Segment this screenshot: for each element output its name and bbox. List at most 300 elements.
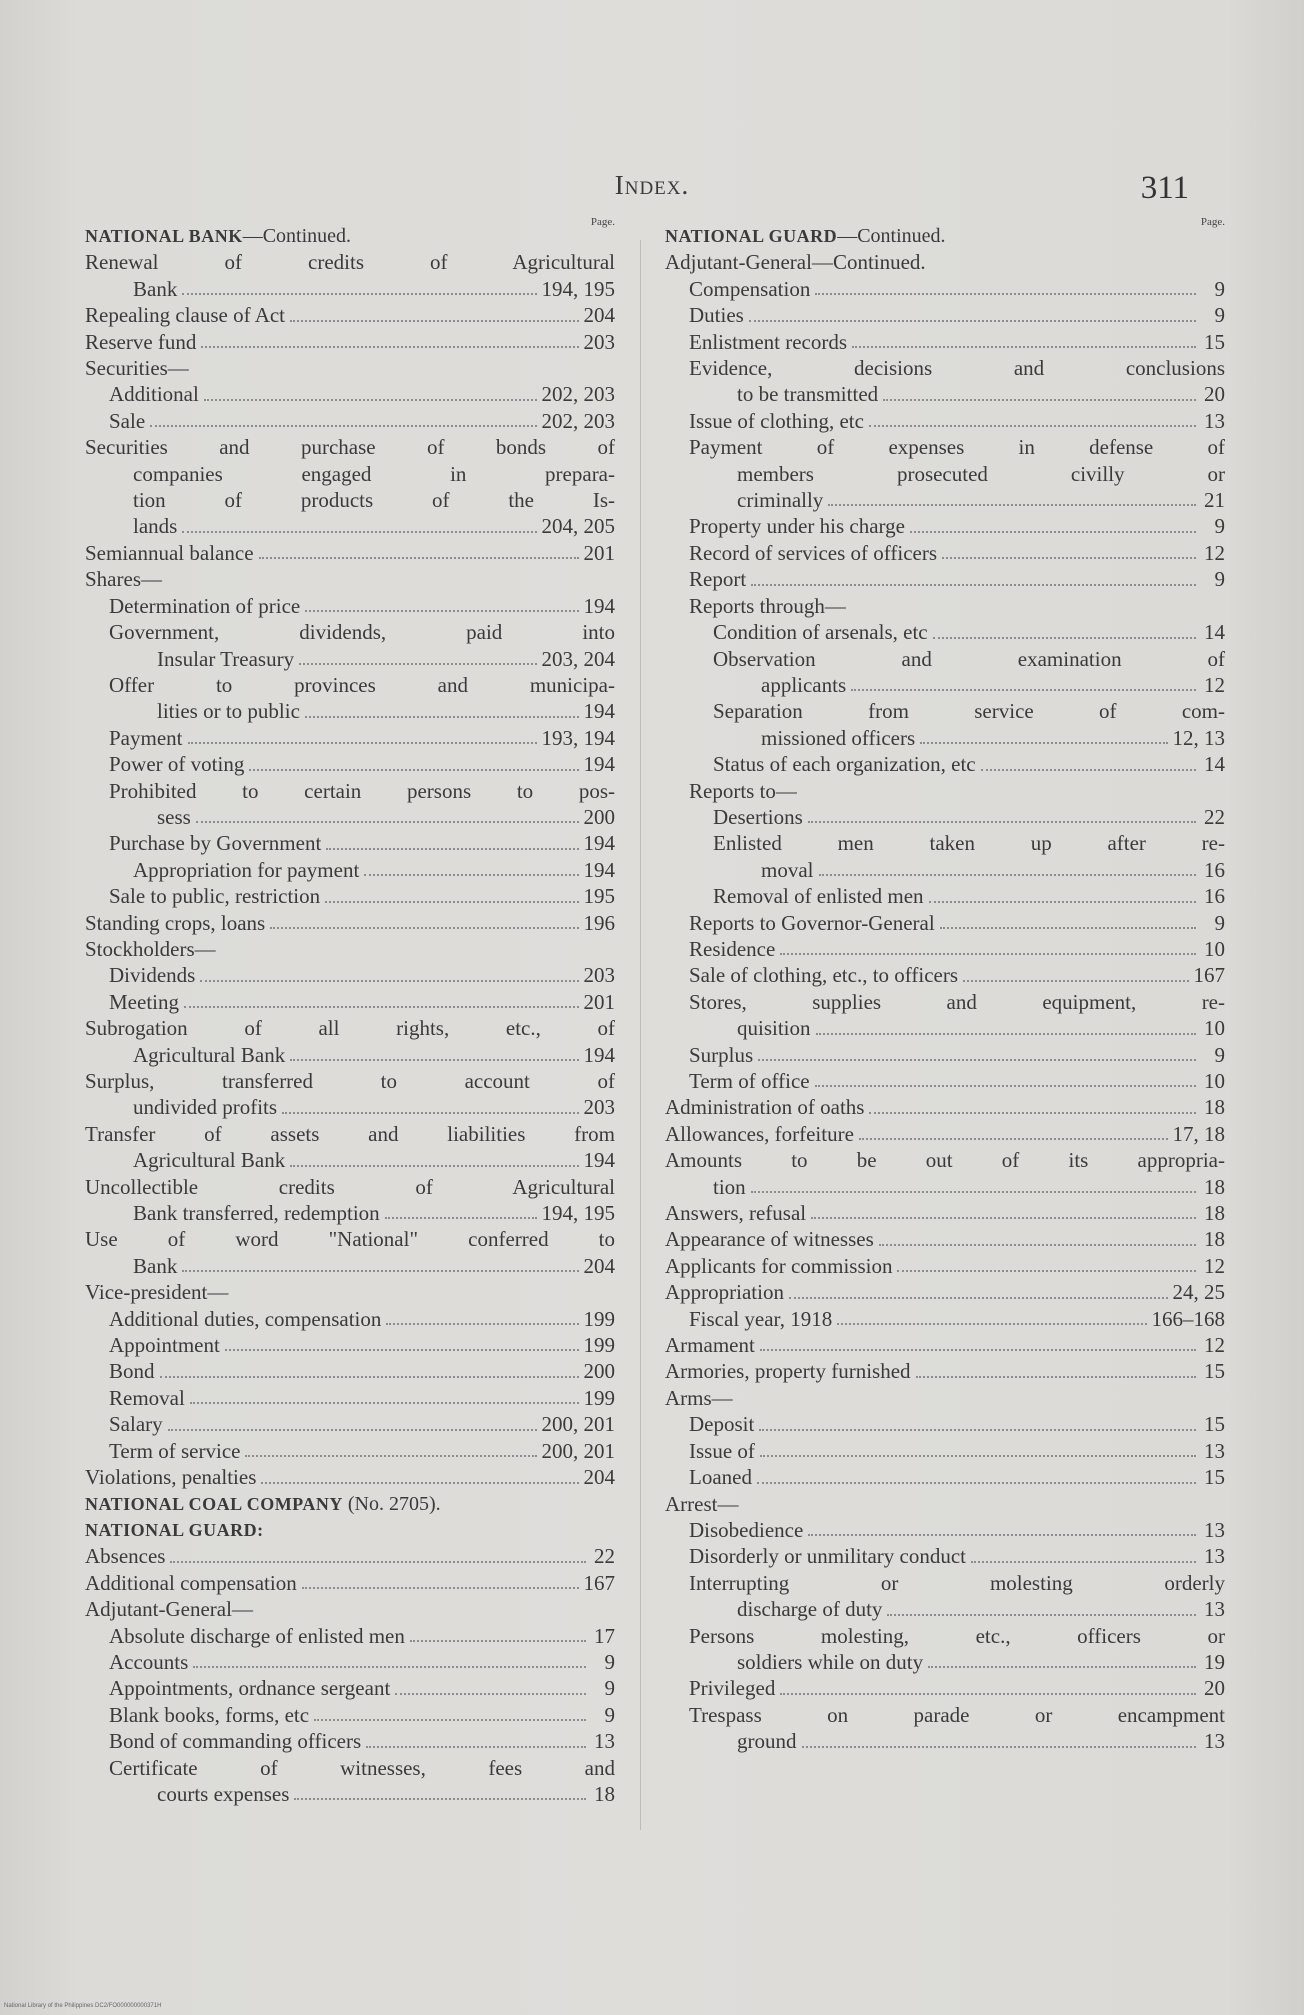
index-entry-line [85,619,615,645]
page-ref: 24, 25 [1172,1280,1225,1305]
entry-text: Violations, penalties [85,1465,257,1490]
entry-text: Reports to— [689,778,797,803]
page-ref: 194 [583,857,615,882]
entry-text: Privileged [689,1676,776,1701]
index-entry [85,1755,615,1808]
entry-text: Armament [665,1333,755,1358]
entry-text: Absences [85,1544,166,1569]
index-entry-line [665,1094,1225,1120]
dot-leader [819,874,1197,876]
index-entry [665,1385,1225,1411]
page-ref: 13 [1204,1517,1225,1542]
index-column-right [665,216,1225,1755]
entry-text: Armories, property furnished [665,1359,911,1384]
dot-leader [920,742,1167,744]
index-entry-line [665,1068,1225,1094]
index-entry-line [85,751,615,777]
index-entry-line [665,1411,1225,1437]
entry-text: Separation from service of com- [713,699,1225,724]
page-ref: 200, 201 [541,1438,615,1463]
index-entry [665,1702,1225,1755]
index-entry-line [665,910,1225,936]
page-header-title: Index. [614,170,690,200]
index-entry-line [665,1121,1225,1147]
dot-leader [916,1376,1196,1378]
dot-leader [325,901,578,903]
dot-leader [314,1719,586,1721]
entry-text: Agricultural Bank [133,1042,286,1067]
dot-leader [851,689,1196,691]
dot-leader [808,1534,1196,1536]
dot-leader [200,980,578,982]
entry-text: Arms— [665,1385,733,1410]
page-ref: 13 [1204,408,1225,433]
index-entry [665,962,1225,988]
index-entry-line [665,355,1225,381]
page-ref: 199 [583,1333,615,1358]
entry-text: Bond [109,1359,155,1384]
index-entry [665,1675,1225,1701]
index-entry-line [665,1042,1225,1068]
index-entry [85,936,615,962]
dot-leader [182,531,536,533]
index-entry-line [665,1438,1225,1464]
index-entry-line [665,1596,1225,1622]
entry-text: applicants [761,672,847,697]
page-ref: 194, 195 [541,1201,615,1226]
heading-continuation: —Continued. [837,225,946,247]
index-heading [665,223,1225,249]
entry-text: Observation and examination of [713,646,1225,671]
entry-text: Term of office [689,1069,810,1093]
index-entry-line [85,329,615,355]
index-entry-line [85,1147,615,1173]
dot-leader [802,1746,1197,1748]
dot-leader [837,1323,1146,1325]
entry-text: to be transmitted [737,382,879,407]
index-entry [665,698,1225,751]
page-ref: 193, 194 [541,725,615,750]
index-entry-line [85,434,615,460]
dot-leader [184,1006,579,1008]
entry-text: Offer to provinces and municipa- [109,672,615,697]
index-entry-line [85,355,615,381]
dot-leader [811,1217,1196,1219]
entry-text: soldiers while on duty [737,1649,924,1674]
dot-leader [225,1349,579,1351]
index-entry-line [85,962,615,988]
page-ref: 12 [1204,1333,1225,1358]
index-entry [665,1279,1225,1305]
dot-leader [190,1402,579,1404]
index-entry [665,1411,1225,1437]
dot-leader [940,927,1196,929]
page-ref: 194, 195 [541,276,615,301]
dot-leader [261,1482,578,1484]
index-entry-line [665,461,1225,487]
page-ref: 200, 201 [541,1412,615,1437]
index-entry-line [85,1781,615,1807]
index-entry [85,910,615,936]
page-ref: 9 [604,1676,615,1701]
page-ref: 9 [1214,1042,1225,1067]
index-entry-line [665,857,1225,883]
index-entry-line [665,1306,1225,1332]
entry-text: discharge of duty [737,1597,883,1622]
entry-text: Enlistment records [689,329,848,354]
dot-leader [751,1191,1196,1193]
entry-text: Duties [689,303,744,328]
index-entry [85,249,615,302]
entry-text: Interrupting or molesting orderly [689,1570,1225,1595]
index-entry [85,857,615,883]
index-entry-line [85,883,615,909]
index-entry-line [665,646,1225,672]
dot-leader [245,1455,536,1457]
entry-text: tion [713,1174,746,1199]
index-entry-line [665,1332,1225,1358]
index-column-left [85,216,615,1807]
index-entry [85,1649,615,1675]
page-ref: 16 [1204,884,1225,909]
index-entry-line [85,1438,615,1464]
page-ref: 194 [583,831,615,856]
dot-leader [290,320,578,322]
index-entry [85,1121,615,1174]
page-ref: 13 [1204,1597,1225,1622]
index-entry-line [85,1332,615,1358]
index-entry-line [665,1464,1225,1490]
dot-leader [249,769,578,771]
dot-leader [751,584,1196,586]
index-entry [665,1121,1225,1147]
entry-text: Bank [133,1253,178,1278]
dot-leader [196,821,579,823]
index-entry-line [665,434,1225,460]
page-ref: 15 [1204,1359,1225,1384]
dot-leader [981,769,1196,771]
entry-text: lands [133,514,178,539]
index-entry [665,276,1225,302]
index-entry-line [85,1411,615,1437]
dot-leader [160,1376,579,1378]
index-entry [665,1200,1225,1226]
dot-leader [270,927,578,929]
index-entry-line [85,1623,615,1649]
entry-text: Repealing clause of Act [85,303,286,328]
index-entry [665,355,1225,408]
dot-leader [395,1693,586,1695]
index-entry [85,962,615,988]
dot-leader [364,874,578,876]
entry-text: Reserve fund [85,329,197,354]
index-entry-line [85,1015,615,1041]
index-entry-line [85,249,615,275]
dot-leader [386,1323,578,1325]
index-entry-line [85,566,615,592]
index-entry [665,619,1225,645]
dot-leader [385,1217,537,1219]
entry-text: Agricultural Bank [133,1148,286,1173]
page-ref: 9 [1214,910,1225,935]
entry-text: Uncollectible credits of Agricultural [85,1174,615,1199]
index-entry [85,672,615,725]
index-entry [665,1042,1225,1068]
index-heading [85,1491,615,1517]
index-entry [85,540,615,566]
index-entry-line [665,329,1225,355]
page-ref: 10 [1204,1069,1225,1093]
index-entry [85,1279,615,1305]
page-number: 311 [1140,170,1189,206]
page-ref: 202, 203 [541,408,615,433]
index-entry-line [85,1094,615,1120]
page-ref: 18 [1204,1227,1225,1252]
dot-leader [815,1085,1196,1087]
entry-text: Blank books, forms, etc [109,1702,310,1727]
index-entry-line [85,408,615,434]
index-entry-line [665,778,1225,804]
entry-text: Determination of price [109,593,301,618]
page-ref: 203 [583,329,615,354]
page-ref: 201 [583,989,615,1014]
page-ref: 10 [1204,936,1225,961]
heading-continuation: —Continued. [242,225,352,247]
index-entry-line [665,1200,1225,1226]
dot-leader [780,1693,1196,1695]
index-entry [665,646,1225,699]
index-entry-line [665,936,1225,962]
entry-text: Arrest— [665,1491,739,1516]
page-ref: 20 [1204,1676,1225,1701]
page-ref: 15 [1204,1465,1225,1490]
page-ref: 14 [1204,752,1225,777]
page-ref: 204, 205 [541,514,615,539]
index-entry [665,1147,1225,1200]
entry-text: Payment [109,725,183,750]
page-ref: 9 [1214,567,1225,592]
index-entry-line [665,408,1225,434]
dot-leader [201,346,578,348]
dot-leader [259,557,579,559]
index-entry [85,302,615,328]
index-entry-line [85,593,615,619]
entry-text: Issue of [689,1438,755,1463]
index-entry-line [85,1042,615,1068]
dot-leader [897,1270,1196,1272]
index-entry [85,1543,615,1569]
entry-text: Surplus, transferred to account of [85,1069,615,1093]
index-entry-line [665,302,1225,328]
index-entry [665,513,1225,539]
index-entry [85,1385,615,1411]
index-entry-line [85,1253,615,1279]
dot-leader [758,1059,1196,1061]
index-entry [665,883,1225,909]
index-entry [665,1094,1225,1120]
page-ref: 194 [583,1042,615,1067]
dot-leader [887,1614,1196,1616]
entry-text: moval [761,857,814,882]
page-ref: 203, 204 [541,646,615,671]
dot-leader [933,637,1196,639]
entry-text: Amounts to be out of its appropria- [665,1148,1225,1173]
entry-text: Disobedience [689,1517,804,1542]
page-ref: 9 [1214,514,1225,539]
page-ref: 167 [583,1570,615,1595]
entry-text: Sale of clothing, etc., to officers [689,963,959,988]
entry-text: Bank transferred, redemption [133,1201,380,1226]
entry-text: Compensation [689,276,811,301]
index-entry-line [665,1675,1225,1701]
entry-text: Insular Treasury [157,646,295,671]
dot-leader [859,1138,1168,1140]
dot-leader [869,425,1196,427]
page-ref: 203 [583,1095,615,1120]
entry-text: Enlisted men taken up after re- [713,831,1225,856]
page-ref: 9 [1214,303,1225,328]
page-ref: 9 [604,1702,615,1727]
index-entry [85,329,615,355]
dot-leader [290,1165,578,1167]
page-column-label: Page. [590,216,615,228]
index-entry-line [85,513,615,539]
index-entry [665,1068,1225,1094]
entry-text: Purchase by Government [109,831,322,856]
index-entry [665,1464,1225,1490]
index-entry [85,381,615,407]
page-ref: 194 [583,593,615,618]
page-ref: 21 [1204,488,1225,513]
page-ref: 18 [1204,1201,1225,1226]
entry-text: Adjutant-General— [85,1597,253,1622]
index-entry [665,434,1225,513]
entry-text: Deposit [689,1412,755,1437]
index-entry-line [85,725,615,751]
index-entry [85,1623,615,1649]
entry-text: courts expenses [157,1781,290,1806]
page-ref: 15 [1204,1412,1225,1437]
index-entry [665,1226,1225,1252]
index-entry [665,540,1225,566]
entry-text: Report [689,567,747,592]
index-entry-line [85,461,615,487]
page-ref: 194 [583,699,615,724]
index-entry [85,1226,615,1279]
index-entry [85,1596,615,1622]
index-entry [665,1253,1225,1279]
index-entry-line [85,1702,615,1728]
page-ref: 18 [1204,1095,1225,1120]
index-entry-line [665,672,1225,698]
index-entry [85,1464,615,1490]
page-ref: 13 [1204,1544,1225,1569]
dot-leader [410,1640,586,1642]
entry-text: lities or to public [157,699,300,724]
index-entry [85,778,615,831]
index-entry [665,936,1225,962]
index-entry-line [665,1226,1225,1252]
dot-leader [910,531,1196,533]
index-entry [85,989,615,1015]
entry-text: Power of voting [109,752,245,777]
index-entry-line [85,672,615,698]
entry-text: Removal of enlisted men [713,884,924,909]
entry-text: Securities and purchase of bonds of [85,435,615,460]
page-ref: 12 [1204,672,1225,697]
page-ref: 17, 18 [1172,1121,1225,1146]
page-ref: 13 [594,1729,615,1754]
entry-text: Sale [109,408,146,433]
dot-leader [852,346,1196,348]
entry-text: criminally [737,488,824,513]
entry-text: missioned officers [761,725,916,750]
entry-text: Appointment [109,1333,220,1358]
page-ref: 195 [583,884,615,909]
page-ref: 12 [1204,540,1225,565]
index-entry [665,1358,1225,1384]
index-entry-line [85,1226,615,1252]
entry-text: Property under his charge [689,514,905,539]
index-entry [665,989,1225,1042]
entry-text: Salary [109,1412,163,1437]
dot-leader [963,980,1188,982]
entry-text: Fiscal year, 1918 [689,1306,833,1331]
index-entry [85,593,615,619]
entry-text: Government, dividends, paid into [109,620,615,645]
index-entry [85,725,615,751]
dot-leader [290,1059,578,1061]
dot-leader [326,848,578,850]
index-entry-line [85,1385,615,1411]
entry-text: Trespass on parade or encampment [689,1702,1225,1727]
entry-text: Stores, supplies and equipment, re- [689,989,1225,1014]
index-entry [85,1174,615,1227]
index-entry-line [665,593,1225,619]
page-ref: 12 [1204,1253,1225,1278]
page-ref: 18 [1204,1174,1225,1199]
index-entry [665,1517,1225,1543]
page-ref: 20 [1204,382,1225,407]
column-divider [640,240,641,1830]
index-entry [85,1358,615,1384]
heading-text: NATIONAL GUARD [665,226,838,246]
index-entry [665,249,1225,275]
entry-text: Residence [689,936,776,961]
page-ref: 167 [1193,963,1225,988]
page-ref: 200 [583,804,615,829]
entry-text: Applicants for commission [665,1253,893,1278]
index-entry-line [665,1649,1225,1675]
index-entry-line [85,778,615,804]
index-entry-line [665,804,1225,830]
index-entry [85,408,615,434]
entry-text: Prohibited to certain persons to pos- [109,778,615,803]
page-ref: 19 [1204,1649,1225,1674]
entry-text: members prosecuted civilly or [737,461,1225,486]
index-entry-line [85,540,615,566]
index-entry-line [85,1279,615,1305]
dot-leader [204,399,537,401]
index-entry-line [665,962,1225,988]
page-ref: 22 [1204,804,1225,829]
index-entry-line [85,1464,615,1490]
entry-text: Securities— [85,356,189,381]
index-entry [665,1543,1225,1569]
index-entry-line [85,1358,615,1384]
index-entry [85,830,615,856]
index-entry-line [85,857,615,883]
